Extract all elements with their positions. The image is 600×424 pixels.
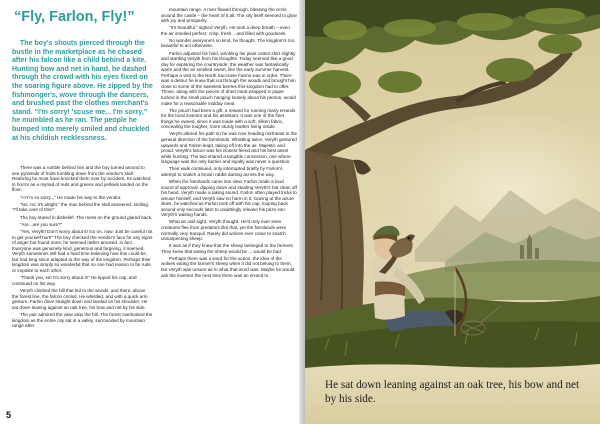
paragraph: Veryth altered his path so he was now heading northeast in the general direction of the farmlands. Whistling twice, Veryth gestured upwards and Farlon leapt, taking off into the air. Majestic and proud, Veryth's falcon was his closest friend and his best asset while hunting. The two shared a tangible connection, one where language was the only barrier and loyalty was never a question. — [161, 131, 297, 165]
paragraph: It was as if they knew that the sheep belonged to the farmers. They knew that eating the sheep would be ... would be bad. — [161, 243, 295, 254]
paragraph: Their walk continued, only interrupted briefly by Farlon's attempt to snatch a brown rabbit darting across the way. — [161, 166, 283, 177]
page-number: 6 — [314, 405, 320, 415]
page-number: 5 — [6, 410, 12, 420]
paragraph: The boy stared in disbelief. The mess on the ground glared back. — [20, 214, 153, 220]
paragraph: When the farmlands came into view, Farlon made a loud sound of approval, dipping down and stealing Veryth's hat clean off his head. Veryth made a taking sound. Farlon often played tricks to amuse himself, and Veryth saw no harm in it. Gazing at the azure skies, he watched as Farlon took off with his cap, looping back around only seconds later to unwittingly release his prize into Veryth's waiting hands. — [161, 179, 297, 218]
paragraph: Perhaps there was a word for the action, the idea of the wolves eating the farmer's sheep when it did not belong to them, but Veryth was unsure as to what that word was. Maybe he would ask the inventor the next time there was an errand to — [161, 255, 295, 278]
illustration-caption: He sat down leaning against an oak tree, his bow and net by his side. — [325, 379, 580, 405]
paragraph: “Thank you, sir! I'm sorry about it!” He tipped his cap, and continued on his way. — [12, 275, 137, 286]
right-page — [305, 0, 600, 424]
paragraph: Farlon adjusted his hold, wrinkling his plain cotton shirt slightly and startling Veryth from his thoughts. Today seemed like a good day for exploring the countryside; the weather was fantastically warm and the air smelled sweet, like the early summer harvest. Perhaps a visit to the North Succrase Farms was in order. There was a detour he knew that cut through the woods and brought him close to some of the sweetest berries this kingdom had to offer. Those, along with the pieces of dried meat wrapped in paper tucked in the small pouch hanging loosely about his person, would make for a reasonable midday meal. — [161, 50, 296, 106]
paragraph: “I-I-I'm so sorry...” He made his way to the vendor. — [20, 194, 122, 200]
paragraph: Veryth climbed the hill that led to the woods, and there, above the forest line, the falcon circled. He whistled, and with a quick arm gesture, Farlon dove straight down and landed on his shoulder. He sat down leaning against an oak tree, his bow and net by his side. — [12, 288, 148, 310]
boy-with-falcon-under-oak-illustration — [305, 0, 600, 424]
paragraph: What an odd sight, Veryth thought. He'd only ever seen creatures flee from predators like that, yet the farmlands were normally very tranquil. Rarely did wolves ever come to snatch unsuspecting sheep. — [161, 219, 287, 242]
paragraph: There was a rumble behind him and the boy turned around to see pyramids of fruits tumbling down from the vendor's stall. Realizing he must have knocked them over by accident, he watched in horror as a myriad of reds and greens and yellows landed on the floor. — [12, 165, 151, 193]
paragraph: mountain range. A river flowed through, blessing the circle around the castle – the heart of it all. The city itself seemed to glow with joy and prosperity. — [161, 7, 297, 24]
paragraph: “No, no; it's alright,” the man behind the stall answered, smiling. “I'll take care of this!” — [12, 201, 150, 213]
chapter-title: “Fly, Farlon, Fly!” — [14, 9, 135, 25]
text-column-1 — [12, 165, 153, 330]
text-column-2 — [161, 7, 297, 280]
paragraph: The pouch had been a gift, a reward for running many errands for the local inventor and his assistant. It was one of the finer things he owned, since it was made with a soft, silken fabric, concealing the tougher, more sturdy leather lining inside. — [161, 107, 296, 130]
paragraph: “Are...are you sure?” — [20, 221, 63, 227]
paragraph: “Yes, Veryth! Don't worry about it! Go on, now. Just be careful not to get yourself hurt!” The boy checked the vendor's face for any signs of anger but found none; he seemed rather amused, in fact. Everyone was genuinely kind, generous and forgiving, it seemed. Veryth sometimes still had a hard time believing how this could be, but had long since adapted to the way of the kingdom. Perhaps their kingdom was simply so wonderful that no one had reason to be rude or impolite to each other. — [12, 228, 153, 274]
lead-paragraph: The boy's shouts pierced through the bustle in the marketplace as he chased after his falcon like a child behind a kite. Hunting bow and net in hand, he dashed through the crowd with his eyes fixed on the soaring figure above. He zipped by the fishmonger's, wove through the dancers, and brushed past the clothes merchant's stand. “I'm sorry! 'scuse me... I'm sorry,” he mumbled as he ran. The people he bumped into merely smiled and chuckled at his childish recklessness. — [12, 40, 153, 142]
paragraph: No wonder everyone's so kind, he thought. The kingdom's too beautiful to act otherwise. — [161, 37, 295, 49]
paragraph: “It's beautiful,” sighed Veryth. He took a deep breath – even the air smelled perfect: crisp, fresh... and filled with goodness. — [161, 25, 290, 36]
paragraph: The pair admired the view atop the hill. The forest overlooked the kingdom as the entire city sat in a valley, surrounded by mountain range after — [12, 312, 153, 329]
